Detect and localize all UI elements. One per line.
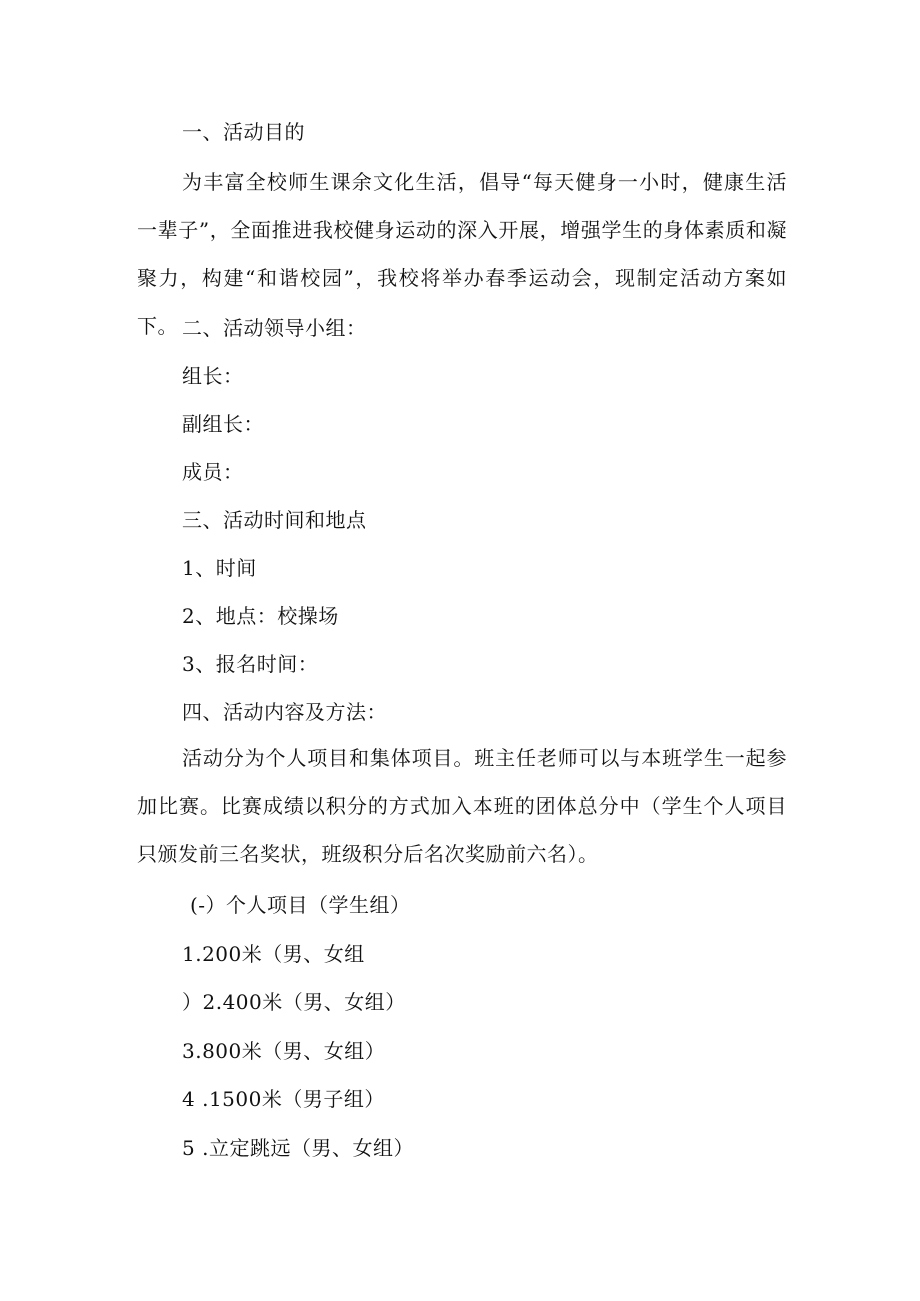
section4-heading: 四、活动内容及方法：: [182, 700, 387, 724]
section2-heading: 二、活动领导小组：: [182, 316, 367, 340]
event-list-item: ）2.400米（男、女组）: [182, 990, 406, 1014]
section4-paragraph: 活动分为个人项目和集体项目。班主任老师可以与本班学生一起参加比赛。比赛成绩以积分的方式加入本班的团体总分中（学生个人项目只颁发前三名奖状，班级积分后名次奖励前六名）。: [137, 746, 787, 866]
signup-line: 3、报名时间：: [182, 652, 319, 676]
deputy-line: 副组长：: [182, 412, 264, 436]
section1-paragraph: 为丰富全校师生课余文化生活，倡导“每天健身一小时，健康生活一辈子”，全面推进我校健身运动的深入开展，增强学生的身体素质和凝聚力，构建“和谐校园”，我校将举办春季运动会，现制定活动方案如下。: [137, 170, 787, 338]
section3-heading: 三、活动时间和地点: [182, 508, 367, 532]
members-line: 成员：: [182, 460, 244, 484]
time-line: 1、时间: [182, 556, 257, 580]
place-line: 2、地点：校操场: [182, 604, 339, 628]
event-list-item: 3.800米（男、女组）: [182, 1039, 386, 1063]
leader-line: 组长：: [182, 364, 244, 388]
individual-events-subheading: (-）个人项目（学生组）: [190, 893, 411, 917]
event-list-item: 4 .1500米（男子组）: [182, 1087, 385, 1111]
event-list-item: 1.200米（男、女组: [182, 942, 365, 966]
event-list-item: 5 .立定跳远（男、女组）: [182, 1136, 414, 1160]
section1-heading: 一、活动目的: [182, 120, 305, 144]
